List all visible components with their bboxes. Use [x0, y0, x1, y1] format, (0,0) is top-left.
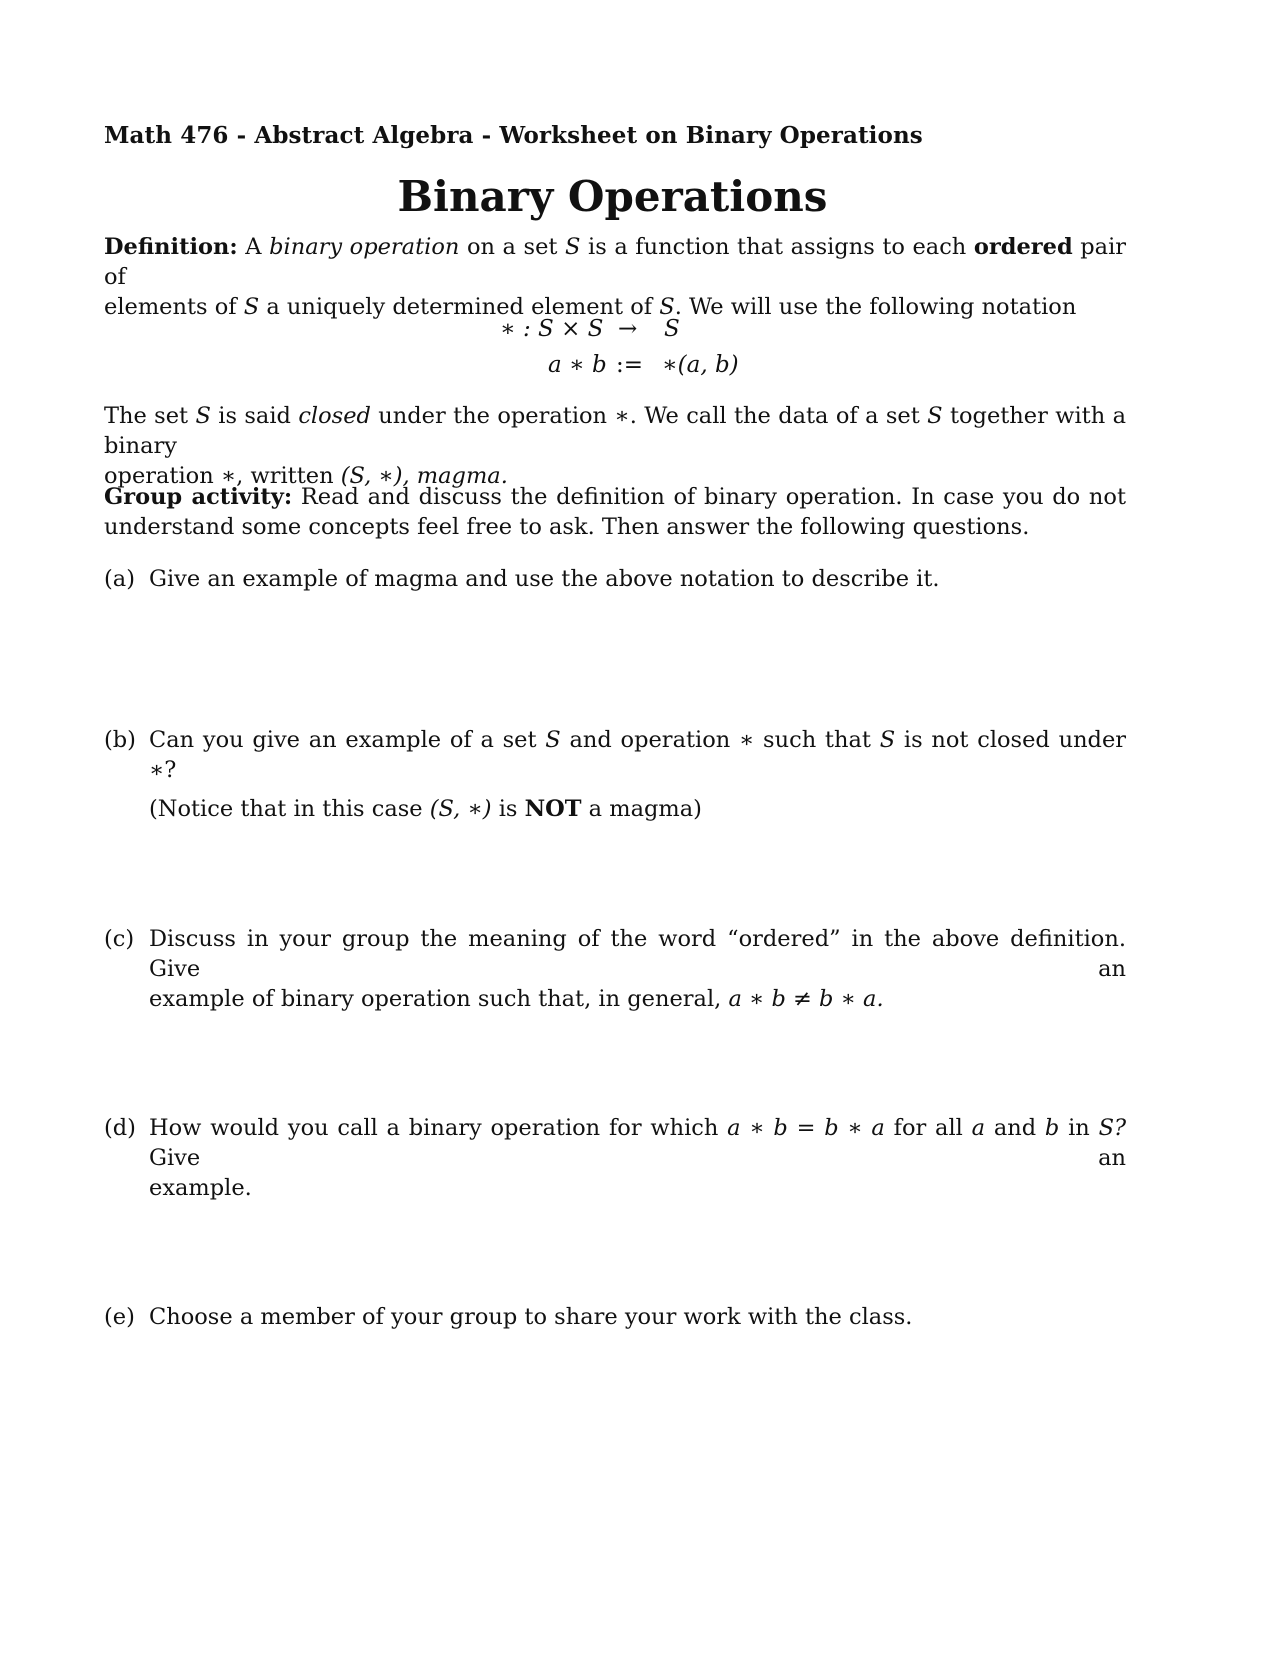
- math-expression: a ∗ b = b ∗ a: [727, 1115, 885, 1141]
- question-label: (b): [104, 727, 136, 753]
- math-symbol: S?: [1098, 1115, 1127, 1141]
- math-symbol: S: [545, 727, 561, 753]
- question-c: [104, 924, 1126, 1014]
- question-note: is: [498, 796, 518, 822]
- math-symbol: S: [659, 294, 675, 320]
- math-symbol: S: [927, 403, 943, 429]
- question-text: Discuss in your group the meaning of the word “ordered” in the above definition. Give an: [149, 926, 1126, 982]
- group-activity-paragraph: [104, 482, 1126, 542]
- question-text: is not closed under ∗?: [149, 727, 1127, 783]
- definition-text: on a set: [466, 234, 558, 260]
- page-title: Binary Operations: [397, 172, 828, 221]
- math-pair: (S, ∗): [429, 796, 492, 822]
- question-label: (a): [104, 566, 135, 592]
- math-symbol: S: [195, 403, 211, 429]
- definition-text: . We will use the following notation: [674, 294, 1077, 320]
- ordered-emphasis: ordered: [973, 234, 1073, 260]
- group-activity-text: understand some concepts feel free to ask. Then answer the following questions.: [104, 514, 1030, 540]
- equation-row1-right: S: [664, 316, 680, 342]
- question-text: Choose a member of your group to share your work with the class.: [149, 1304, 913, 1330]
- question-d: [104, 1113, 1126, 1203]
- definition-text: a uniquely determined element of: [266, 294, 653, 320]
- group-activity-label: Group activity:: [104, 484, 293, 510]
- paragraph-text: The set: [104, 403, 189, 429]
- question-text: in: [1068, 1115, 1090, 1141]
- question-text: Can you give an example of a set: [149, 727, 537, 753]
- question-label: (e): [104, 1304, 135, 1330]
- question-note: (Notice that in this case: [149, 796, 423, 822]
- math-symbol: b: [1044, 1115, 1060, 1141]
- definition-text: pair of: [104, 234, 1127, 290]
- term-magma: magma.: [416, 463, 508, 489]
- question-a: [104, 564, 1126, 594]
- term-closed: closed: [298, 403, 371, 429]
- term-binary-operation: binary operation: [269, 234, 460, 260]
- question-text: How would you call a binary operation for which: [149, 1115, 719, 1141]
- math-symbol: S: [243, 294, 260, 320]
- paragraph-text: operation ∗, written: [104, 463, 334, 489]
- course-header: Math 476 - Abstract Algebra - Worksheet on Binary Operations: [104, 122, 923, 149]
- question-text: and: [993, 1115, 1037, 1141]
- question-text: Give an: [149, 1145, 1126, 1171]
- definition-text: A: [245, 234, 262, 260]
- group-activity-text: Read and discuss the definition of binary operation. In case you do not: [300, 484, 1126, 510]
- definition-label: Definition:: [104, 234, 238, 260]
- definition-text: is a function that assigns to each: [588, 234, 967, 260]
- magma-paragraph: [104, 401, 1126, 491]
- question-text: example.: [149, 1175, 252, 1201]
- notation-equation: [0, 0, 1280, 400]
- question-label: (d): [104, 1115, 136, 1141]
- equation-define: :=: [616, 352, 644, 378]
- math-symbol: a: [971, 1115, 986, 1141]
- question-label: (c): [104, 926, 135, 952]
- math-pair: (S, ∗),: [340, 463, 410, 489]
- equation-row2-left: a ∗ b: [548, 352, 607, 378]
- question-text: Give an example of magma and use the above notation to describe it.: [149, 566, 940, 592]
- question-text: for all: [893, 1115, 963, 1141]
- math-expression: a ∗ b ≠ b ∗ a.: [728, 986, 884, 1012]
- equation-arrow: →: [618, 316, 638, 342]
- question-b: [104, 725, 1126, 824]
- not-emphasis: NOT: [524, 796, 582, 822]
- paragraph-text: is said: [218, 403, 291, 429]
- question-note: a magma): [588, 796, 702, 822]
- equation-row1-left: ∗ : S × S: [500, 316, 604, 342]
- question-e: [104, 1302, 1126, 1332]
- paragraph-text: under the operation ∗. We call the data of a set: [378, 403, 920, 429]
- question-text: and operation ∗ such that: [569, 727, 871, 753]
- math-symbol: S: [879, 727, 896, 753]
- equation-row2-right: ∗(a, b): [662, 352, 739, 378]
- definition-text: elements of: [104, 294, 237, 320]
- math-symbol: S: [565, 234, 581, 260]
- question-text: example of binary operation such that, in general,: [149, 986, 722, 1012]
- paragraph-text: together with a binary: [104, 403, 1127, 459]
